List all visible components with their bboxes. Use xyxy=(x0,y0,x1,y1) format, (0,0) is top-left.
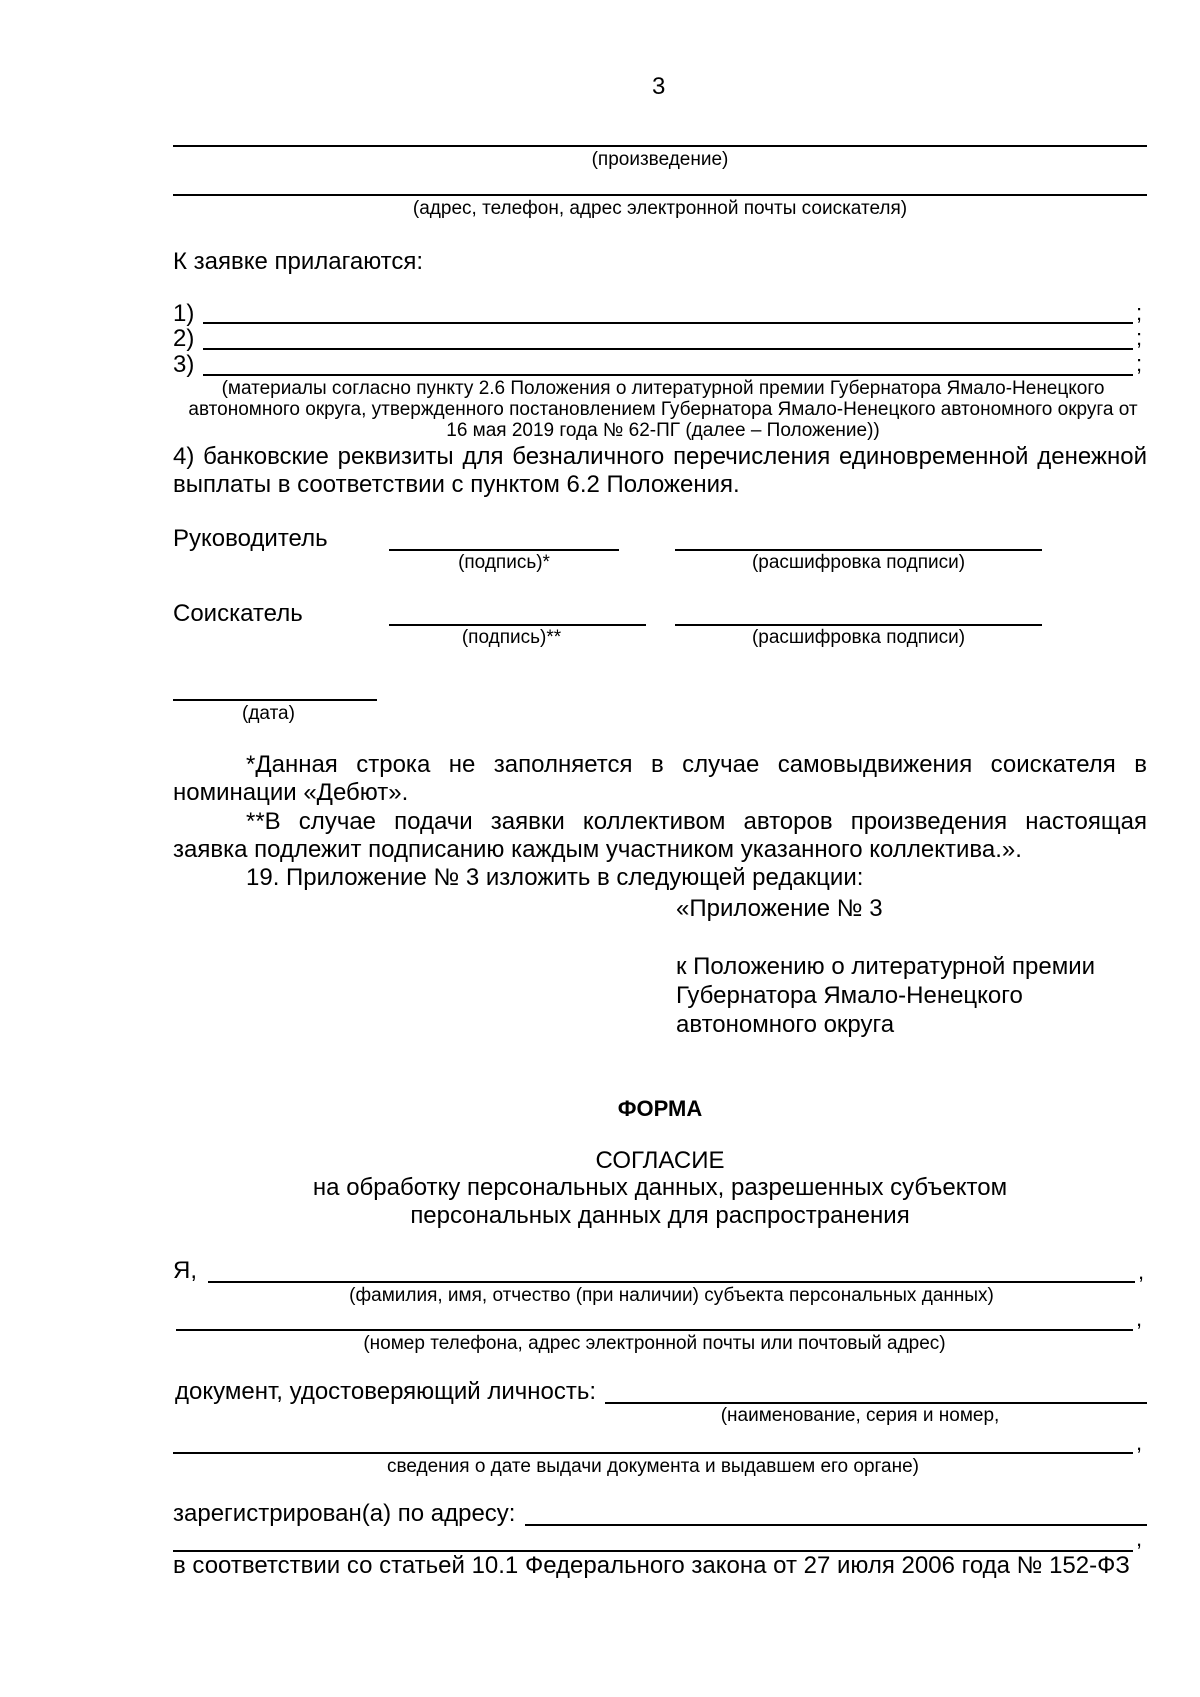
head-sign-caption: (подпись)* xyxy=(458,552,550,573)
i-label: Я, xyxy=(173,1257,197,1284)
date-caption: (дата) xyxy=(242,703,295,724)
head-label: Руководитель xyxy=(173,525,328,552)
page-number: 3 xyxy=(652,73,666,100)
appendix-line-2: Губернатора Ямало-Ненецкого xyxy=(676,982,1023,1009)
contacts-caption: (адрес, телефон, адрес электронной почты соискателя) xyxy=(412,198,908,219)
attachments-note: (материалы согласно пункту 2.6 Положения о литературной премии Губернатора Ямало-Ненецкого автономного округа, утвержденного постановлением Губернатора Ямало-Ненецкого автономного округа от 16 мая 2019 года № 62-ПГ (далее – Положение)) xyxy=(188,378,1138,441)
phone-comma: , xyxy=(1136,1306,1143,1331)
attachment-line-2 xyxy=(203,348,1133,350)
attachment-line-3 xyxy=(203,374,1133,376)
document-caption-1: (наименование, серия и номер, xyxy=(720,1405,1000,1426)
date-line xyxy=(173,699,377,701)
attachment-number-1: 1) xyxy=(173,300,195,327)
fio-caption: (фамилия, имя, отчество (при наличии) субъекта персональных данных) xyxy=(349,1285,994,1306)
applicant-decode-caption: (расшифровка подписи) xyxy=(751,627,966,648)
attachment-semicolon-2: ; xyxy=(1136,325,1143,350)
attachment-item-4: 4) банковские реквизиты для безналичного перечисления единовременной денежной выплаты в соответствии с пунктом 6.2 Положения. xyxy=(173,443,1147,498)
phone-caption: (номер телефона, адрес электронной почты или почтовый адрес) xyxy=(363,1333,946,1354)
applicant-decode-line xyxy=(675,624,1042,626)
appendix-line-3: автономного округа xyxy=(676,1011,895,1038)
consent-subtitle-1: на обработку персональных данных, разрешенных субъектом xyxy=(312,1174,1008,1201)
work-caption: (произведение) xyxy=(591,149,729,170)
appendix-title: «Приложение № 3 xyxy=(676,895,883,922)
document-caption-2: сведения о дате выдачи документа и выдавшем его органе) xyxy=(386,1456,920,1477)
consent-subtitle-2: персональных данных для распространения xyxy=(410,1202,910,1229)
fio-line xyxy=(208,1281,1135,1283)
document-label: документ, удостоверяющий личность: xyxy=(175,1378,597,1405)
footnote-1: *Данная строка не заполняется в случае самовыдвижения соискателя в номинации «Дебют». xyxy=(173,751,1147,806)
consent-title: СОГЛАСИЕ xyxy=(595,1147,725,1174)
document-details-line xyxy=(173,1452,1133,1454)
address-label: зарегистрирован(а) по адресу: xyxy=(173,1500,516,1527)
attachment-number-3: 3) xyxy=(173,351,195,378)
head-sign-line xyxy=(389,549,619,551)
law-text: в соответствии со статьей 10.1 Федерального закона от 27 июля 2006 года № 152-ФЗ xyxy=(173,1552,1130,1579)
document-line xyxy=(605,1402,1147,1404)
head-decode-line xyxy=(675,549,1042,551)
attachments-heading: К заявке прилагаются: xyxy=(173,248,424,275)
form-label: ФОРМА xyxy=(617,1096,703,1121)
footnote-2: **В случае подачи заявки коллективом авторов произведения настоящая заявка подлежит подписанию каждым участником указанного коллектива.». xyxy=(173,808,1147,863)
attachment-semicolon-3: ; xyxy=(1136,351,1143,376)
applicant-label: Соискатель xyxy=(173,600,303,627)
amendment-19: 19. Приложение № 3 изложить в следующей редакции: xyxy=(246,864,864,891)
appendix-line-1: к Положению о литературной премии xyxy=(676,953,1096,980)
attachment-line-1 xyxy=(203,322,1133,324)
attachment-semicolon-1: ; xyxy=(1136,300,1143,325)
head-decode-caption: (расшифровка подписи) xyxy=(751,552,966,573)
work-line xyxy=(173,145,1147,147)
contacts-line xyxy=(173,194,1147,196)
applicant-sign-caption: (подпись)** xyxy=(461,627,562,648)
address-line xyxy=(525,1524,1147,1526)
address-comma: , xyxy=(1136,1526,1143,1551)
fio-comma: , xyxy=(1138,1259,1145,1284)
document-details-comma: , xyxy=(1136,1430,1143,1455)
applicant-sign-line xyxy=(389,624,646,626)
phone-line xyxy=(176,1329,1133,1331)
attachment-number-2: 2) xyxy=(173,325,195,352)
